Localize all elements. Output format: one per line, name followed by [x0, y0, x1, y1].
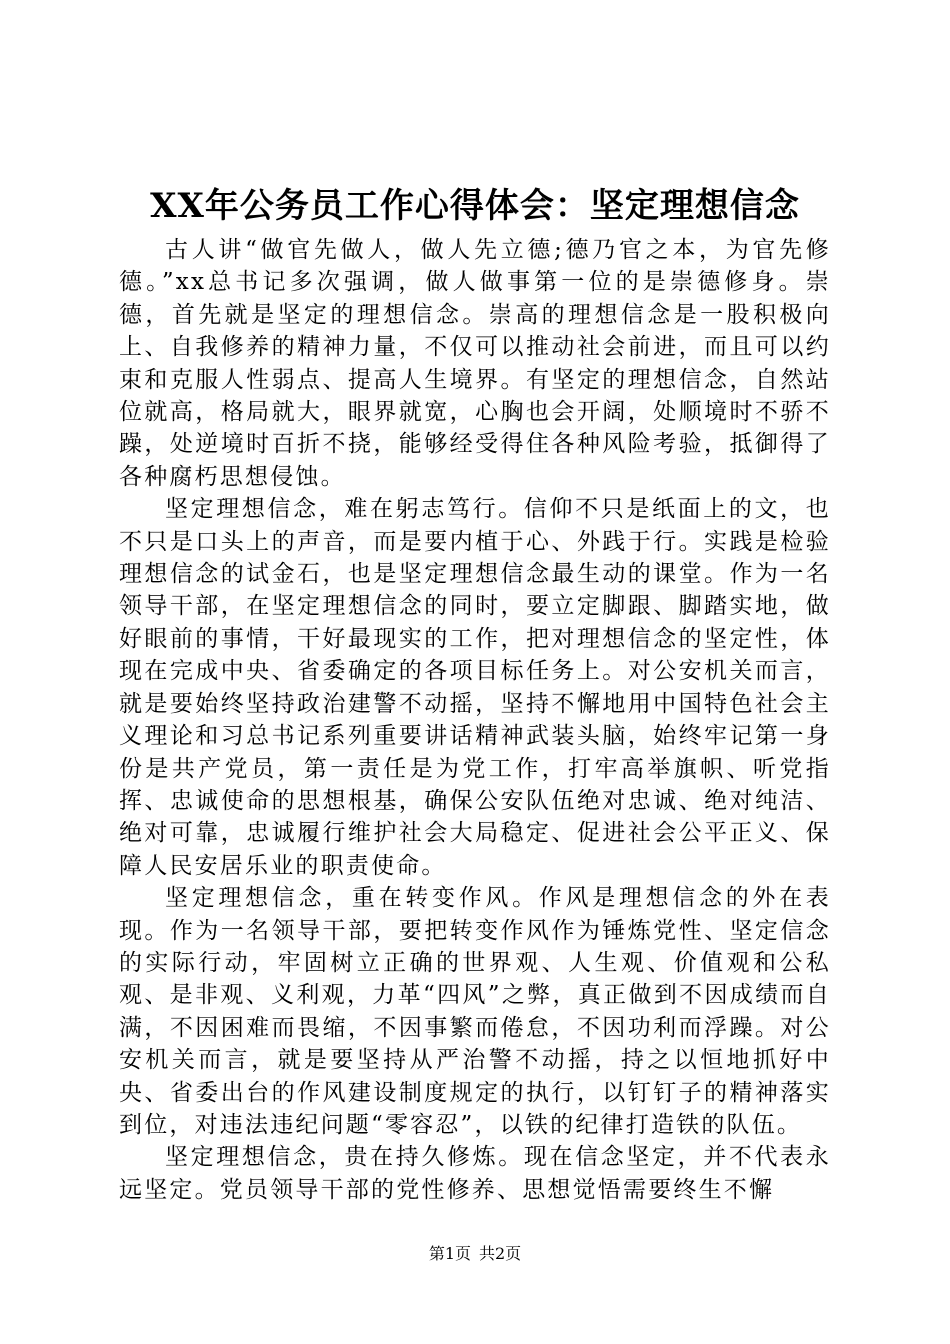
document-title: XX年公务员工作心得体会：坚定理想信念 [150, 186, 800, 226]
page-total: 共2页 [479, 1244, 522, 1263]
page-number: 第1页 [428, 1244, 471, 1263]
paragraph-1: 古人讲“做官先做人，做人先立德;德乃官之本，为官先修德。”xx总书记多次强调，做人做事第一位的是崇德修身。崇德，首先就是坚定的理想信念。崇高的理想信念是一股积极向上、自我修养的精神力量，不仅可以推动社会前进，而且可以约束和克服人性弱点、提高人生境界。有坚定的理想信念，自然站位就高，格局就大，眼界就宽，心胸也会开阔，处顺境时不骄不躁，处逆境时百折不挠，能够经受得住各种风险考验，抵御得了各种腐朽思想侵蚀。 [119, 237, 831, 490]
paragraph-3: 坚定理想信念，重在转变作风。作风是理想信念的外在表现。作为一名领导干部，要把转变作风作为锤炼党性、坚定信念的实际行动，牢固树立正确的世界观、人生观、价值观和公私观、是非观、义利观，力革“四风”之弊，真正做到不因成绩而自满，不因困难而畏缩，不因事繁而倦怠，不因功利而浮躁。对公安机关而言，就是要坚持从严治警不动摇，持之以恒地抓好中央、省委出台的作风建设制度规定的执行，以钉钉子的精神落实到位，对违法违纪问题“零容忍”，以铁的纪律打造铁的队伍。 [119, 885, 831, 1138]
paragraph-2: 坚定理想信念，难在躬志笃行。信仰不只是纸面上的文，也不只是口头上的声音，而是要内植于心、外践于行。实践是检验理想信念的试金石，也是坚定理想信念最生动的课堂。作为一名领导干部，在坚定理想信念的同时，要立定脚跟、脚踏实地，做好眼前的事情，干好最现实的工作，把对理想信念的坚定性，体现在完成中央、省委确定的各项目标任务上。对公安机关而言，就是要始终坚持政治建警不动摇，坚持不懈地用中国特色社会主义理论和习总书记系列重要讲话精神武装头脑，始终牢记第一身份是共产党员，第一责任是为党工作，打牢高举旗帜、听党指挥、忠诚使命的思想根基，确保公安队伍绝对忠诚、绝对纯洁、绝对可靠，忠诚履行维护社会大局稳定、促进社会公平正义、保障人民安居乐业的职责使命。 [119, 496, 831, 879]
page-footer [0, 1244, 950, 1264]
paragraph-4: 坚定理想信念，贵在持久修炼。现在信念坚定，并不代表永远坚定。党员领导干部的党性修养、思想觉悟需要终生不懈 [119, 1144, 831, 1203]
document-body [119, 234, 831, 1206]
